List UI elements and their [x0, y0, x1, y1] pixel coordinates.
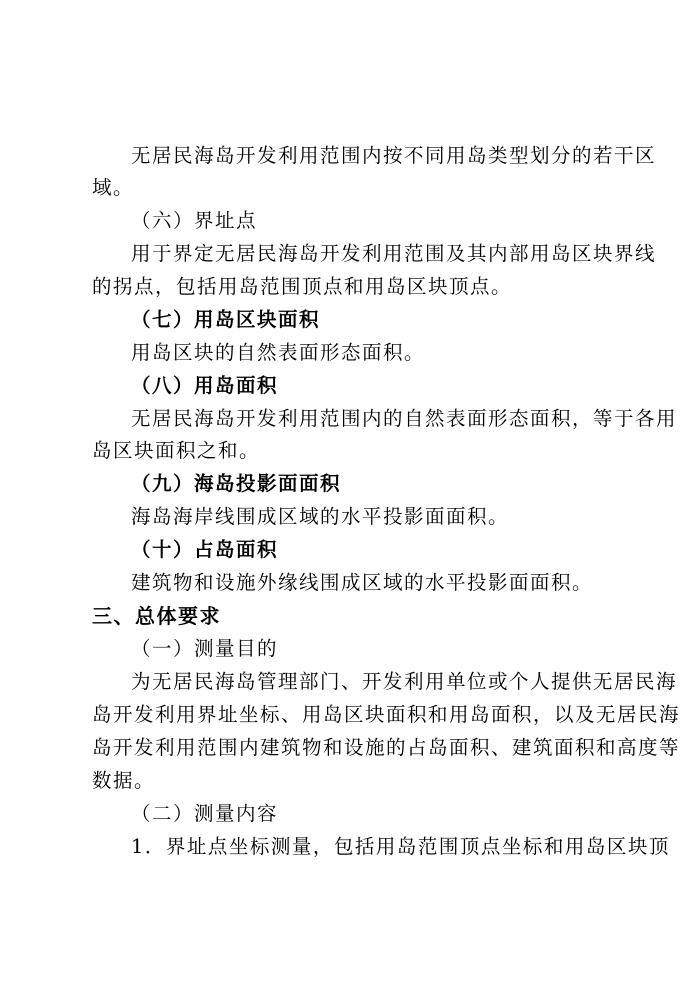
subsection-heading: （六）界址点 — [131, 209, 258, 232]
subsection-heading: （九）海岛投影面面积 — [131, 472, 342, 495]
paragraph-line: 岛开发利用界址坐标、用岛区块面积和用岛面积，以及无居民海 — [92, 703, 681, 726]
paragraph-line: 用于界定无居民海岛开发利用范围及其内部用岛区块界线 — [131, 242, 657, 265]
subsection-heading: （十）占岛面积 — [131, 538, 279, 561]
paragraph-line: 用岛区块的自然表面形态面积。 — [131, 341, 426, 364]
paragraph-line: 岛开发利用范围内建筑物和设施的占岛面积、建筑面积和高度等 — [92, 736, 681, 759]
paragraph-line: 数据。 — [92, 769, 156, 792]
section-heading: 三、总体要求 — [92, 604, 221, 628]
paragraph-line: 域。 — [92, 176, 135, 199]
subsection-heading: （八）用岛面积 — [131, 374, 279, 397]
subsection-heading: （七）用岛区块面积 — [131, 308, 321, 331]
paragraph-line: 海岛海岸线围成区域的水平投影面面积。 — [131, 505, 510, 528]
paragraph-line: 岛区块面积之和。 — [92, 439, 261, 462]
subsection-heading: （二）测量内容 — [131, 802, 279, 825]
paragraph-line: 无居民海岛开发利用范围内按不同用岛类型划分的若干区 — [131, 144, 657, 167]
subsection-heading: （一）测量目的 — [131, 637, 279, 660]
paragraph-line: 1．界址点坐标测量，包括用岛范围顶点坐标和用岛区块顶 — [131, 835, 670, 858]
paragraph-line: 无居民海岛开发利用范围内的自然表面形态面积，等于各用 — [131, 407, 678, 430]
paragraph-line: 的拐点，包括用岛范围顶点和用岛区块顶点。 — [92, 275, 513, 298]
paragraph-line: 建筑物和设施外缘线围成区域的水平投影面面积。 — [131, 571, 594, 594]
paragraph-line: 为无居民海岛管理部门、开发利用单位或个人提供无居民海 — [131, 670, 678, 693]
